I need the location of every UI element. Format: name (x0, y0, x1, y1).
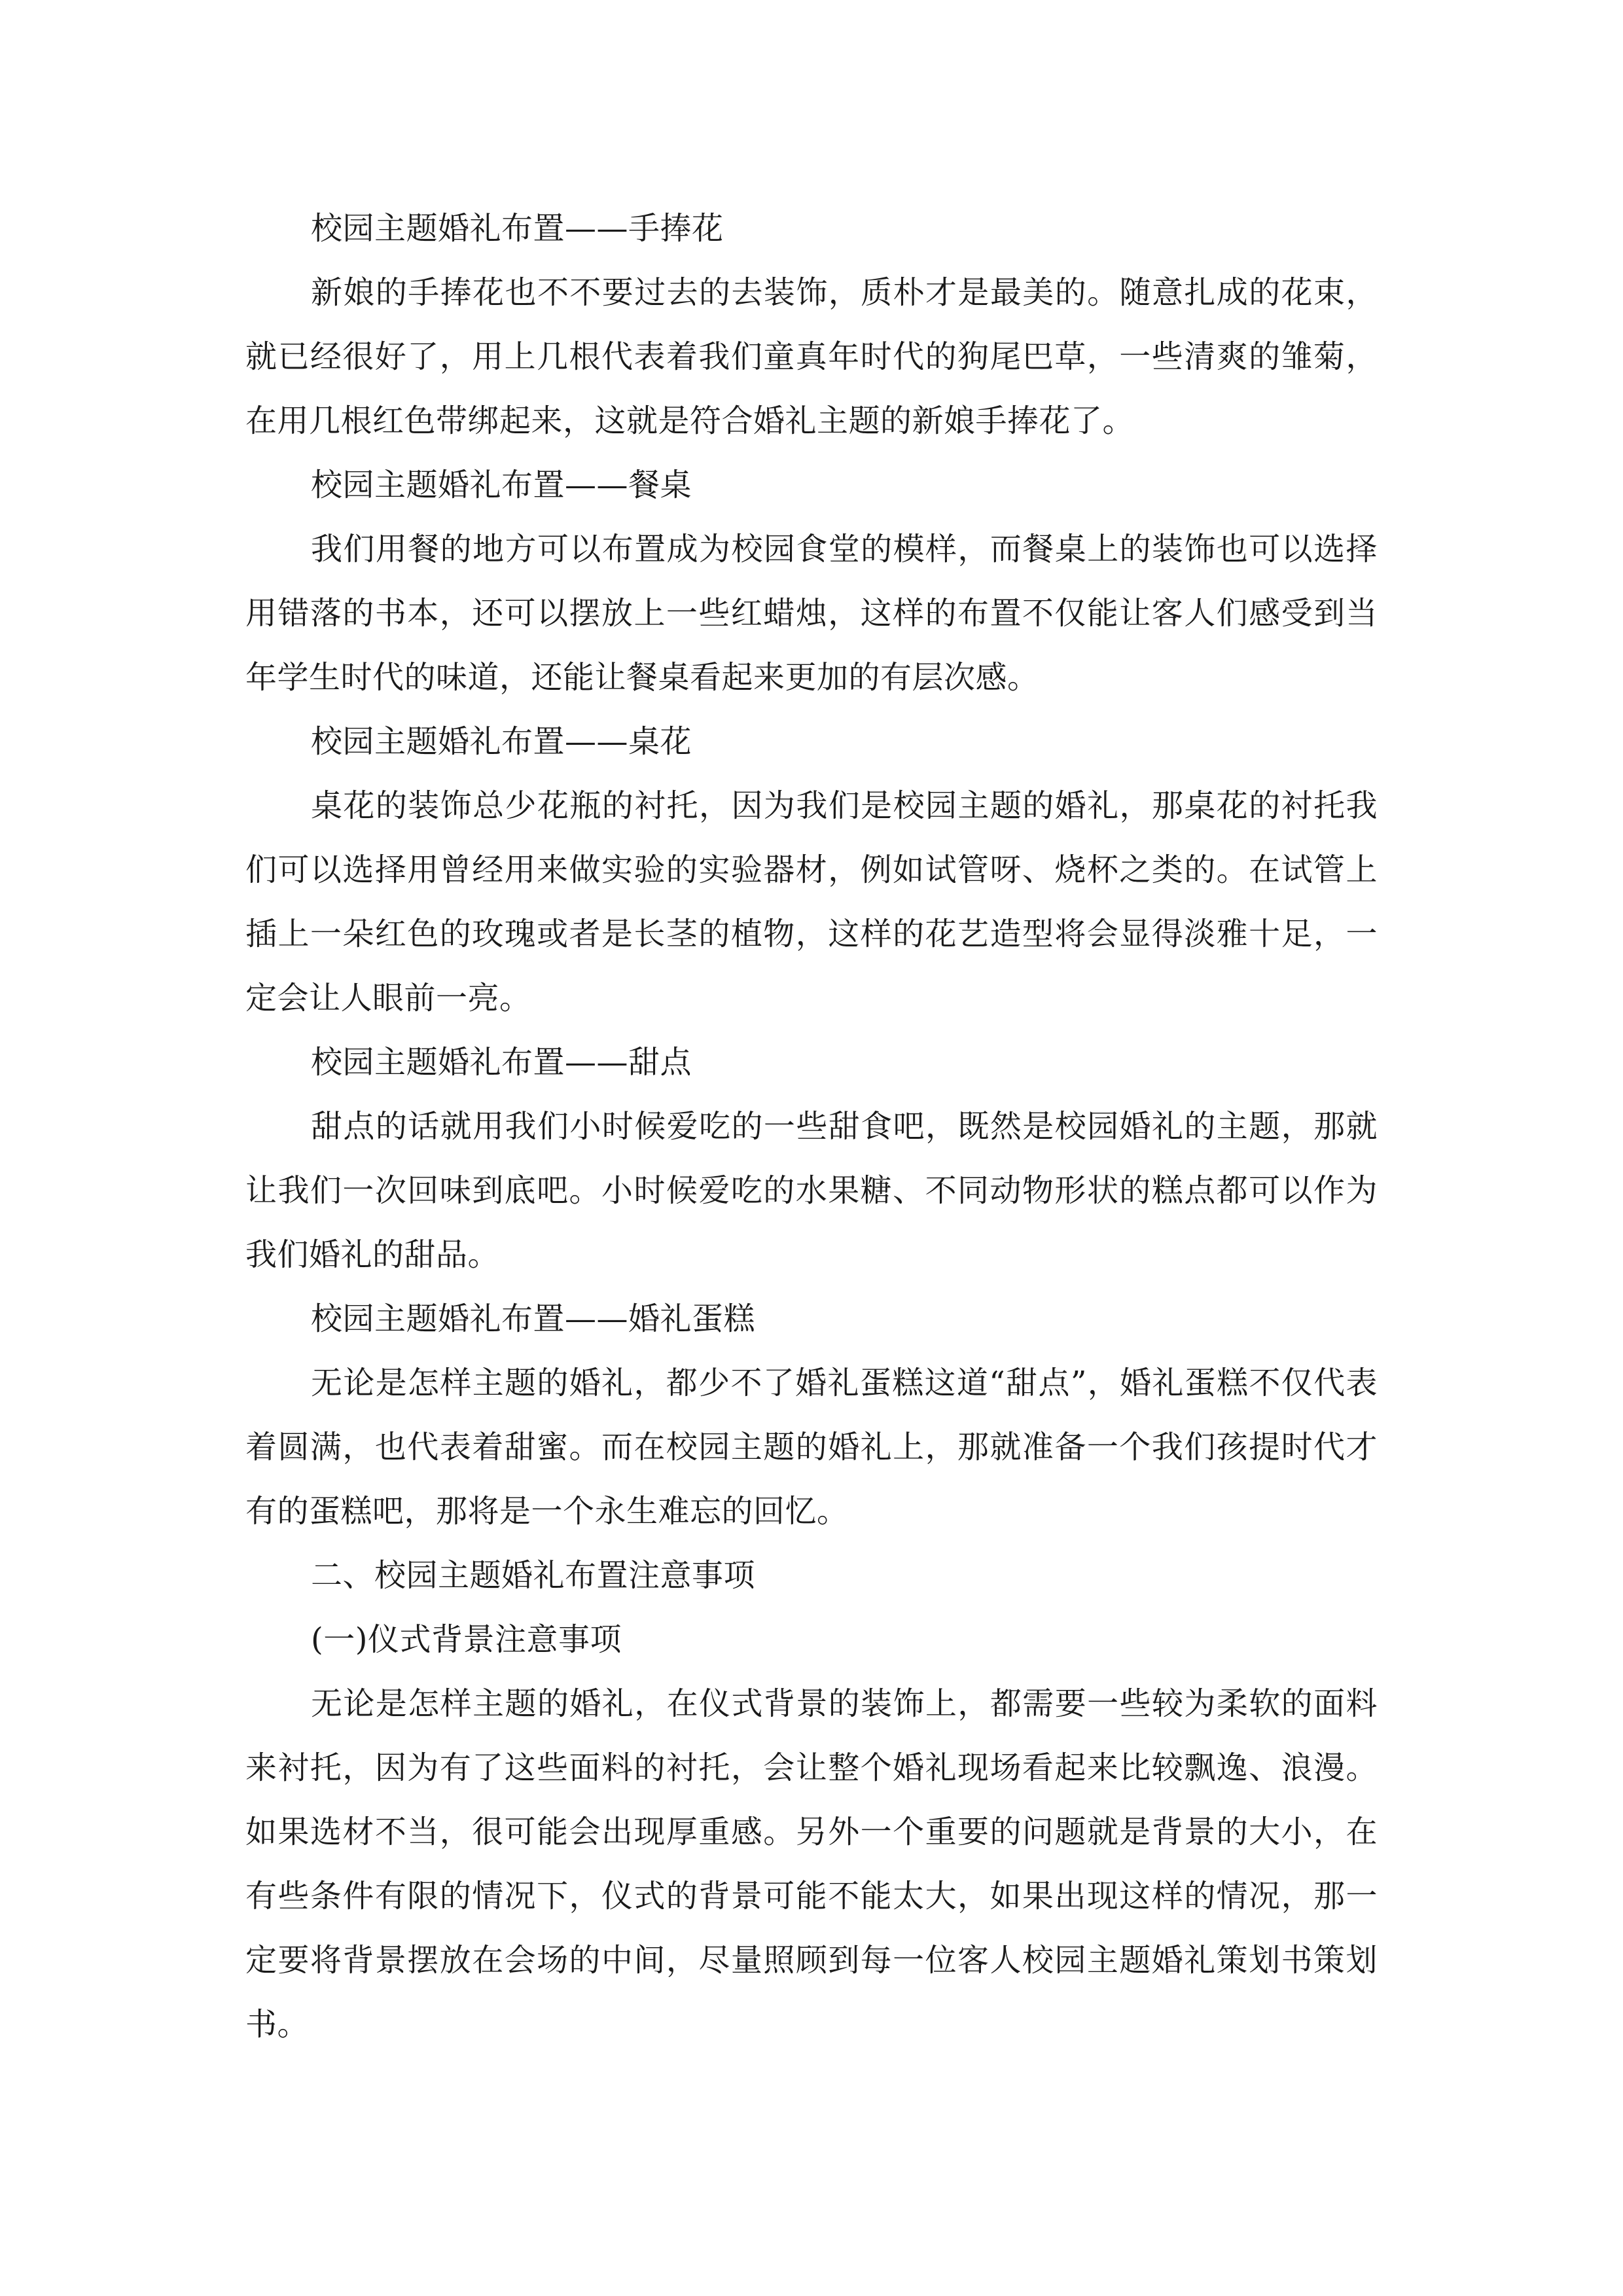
section-heading-dining-table: 校园主题婚礼布置——餐桌 (311, 467, 692, 503)
paragraph-wedding-cake: 无论是怎样主题的婚礼，都少不了婚礼蛋糕这道“甜点”，婚礼蛋糕不仅代表着圆满，也代表着甜蜜。而在校园主题的婚礼上，那就准备一个我们孩提时代才有的蛋糕吧，那将是一个永生难忘的回忆。 (245, 1365, 1378, 1530)
section-heading-table-flowers: 校园主题婚礼布置——桌花 (311, 723, 692, 760)
paragraph-desserts: 甜点的话就用我们小时候爱吃的一些甜食吧，既然是校园婚礼的主题，那就让我们一次回味到底吧。小时候爱吃的水果糖、不同动物形状的糕点都可以作为我们婚礼的甜品。 (245, 1108, 1378, 1273)
paragraph-table-flowers: 桌花的装饰总少花瓶的衬托，因为我们是校园主题的婚礼，那桌花的衬托我们可以选择用曾经用来做实验的实验器材，例如试管呀、烧杯之类的。在试管上插上一朵红色的玫瑰或者是长茎的植物，这样的花艺造型将会显得淡雅十足，一定会让人眼前一亮。 (245, 787, 1378, 1016)
paragraph-dining-table: 我们用餐的地方可以布置成为校园食堂的模样，而餐桌上的装饰也可以选择用错落的书本，还可以摆放上一些红蜡烛，这样的布置不仅能让客人们感受到当年学生时代的味道，还能让餐桌看起来更加的有层次感。 (245, 531, 1378, 696)
section-heading-bouquet: 校园主题婚礼布置——手捧花 (311, 210, 724, 247)
document-body (245, 196, 1378, 2056)
paragraph-bouquet: 新娘的手捧花也不不要过去的去装饰，质朴才是最美的。随意扎成的花束，就已经很好了，用上几根代表着我们童真年时代的狗尾巴草，一些清爽的雏菊，在用几根红色带绑起来，这就是符合婚礼主题的新娘手捧花了。 (245, 274, 1378, 439)
subsection-heading-ceremony-backdrop: (一)仪式背景注意事项 (311, 1621, 622, 1658)
section-heading-desserts: 校园主题婚礼布置——甜点 (311, 1044, 692, 1081)
section-heading-precautions: 二、校园主题婚礼布置注意事项 (311, 1557, 756, 1594)
section-heading-wedding-cake: 校园主题婚礼布置——婚礼蛋糕 (311, 1300, 756, 1337)
paragraph-ceremony-backdrop: 无论是怎样主题的婚礼，在仪式背景的装饰上，都需要一些较为柔软的面料来衬托，因为有了这些面料的衬托，会让整个婚礼现场看起来比较飘逸、浪漫。如果选材不当，很可能会出现厚重感。另外一个重要的问题就是背景的大小，在有些条件有限的情况下，仪式的背景可能不能太大，如果出现这样的情况，那一定要将背景摆放在会场的中间，尽量照顾到每一位客人校园主题婚礼策划书策划书。 (245, 1685, 1378, 2043)
